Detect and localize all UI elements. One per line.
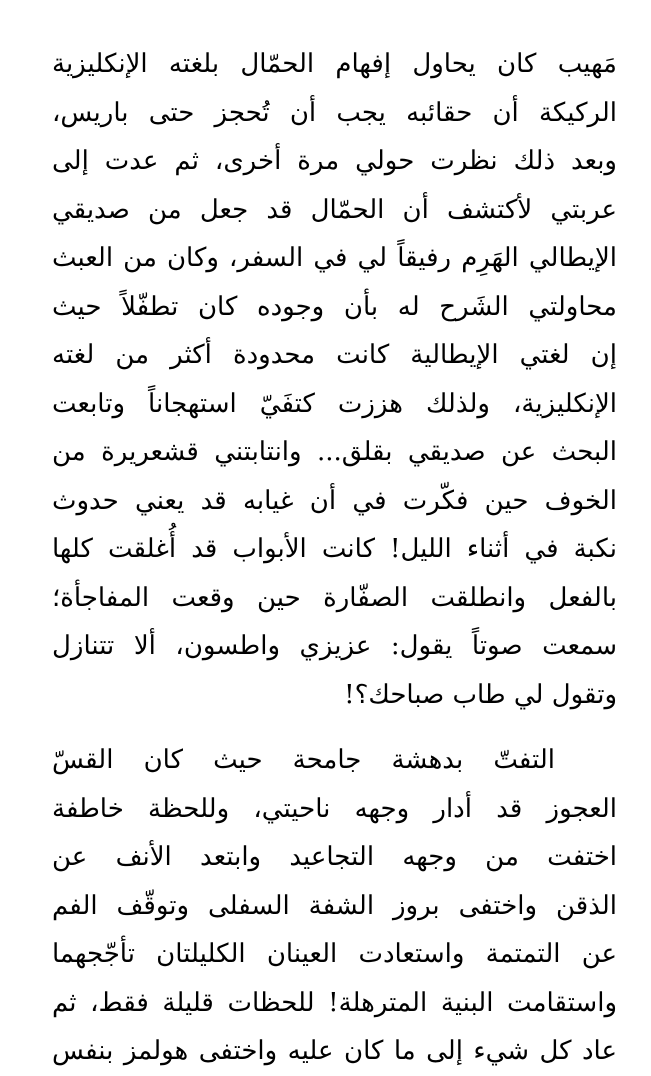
text-line: وبعد ذلك نظرت حولي مرة أخرى، ثم عدت إلى — [52, 146, 617, 176]
text-line: البحث عن صديقي بقلق... وانتابتني قشعريرة من — [52, 437, 617, 467]
text-line: الركيكة أن حقائبه يجب أن تُحجز حتى باريس، — [52, 97, 617, 128]
text-line: العجوز قد أدار وجهه ناحيتي، وللحظة خاطفة — [52, 793, 617, 824]
text-line: مَهيب كان يحاول إفهام الحمّال بلغته الإنكليزية — [52, 49, 617, 79]
text-line: عن التمتمة واستعادت العينان الكليلتان تأجّجهما — [52, 939, 617, 969]
paragraph-2 — [52, 736, 617, 1076]
text-line: عربتي لأكتشف أن الحمّال قد جعل من صديقي — [52, 194, 617, 225]
text-line: الإيطالي الهَرِم رفيقاً لي في السفر، وكان من العبث — [52, 243, 617, 273]
text-line: وتقول لي طاب صباحك؟! — [344, 679, 617, 710]
text-line: اختفت من وجهه التجاعيد وابتعد الأنف عن — [52, 842, 617, 872]
text-line: الذقن واختفى بروز الشفة السفلى وتوقّف الفم — [52, 890, 617, 921]
text-line: إن لغتي الإيطالية كانت محدودة أكثر من لغته — [52, 340, 617, 370]
text-line: بالفعل وانطلقت الصفّارة حين وقعت المفاجأة؛ — [52, 582, 617, 613]
text-line: سمعت صوتاً يقول: عزيزي واطسون، ألا تتنازل — [52, 631, 617, 661]
text-line: محاولتي الشَرح له بأن وجوده كان تطفّلاً حيث — [52, 291, 617, 322]
paragraph-1 — [52, 40, 617, 719]
text-line: واستقامت البنية المترهلة! للحظات قليلة فقط، ثم — [52, 987, 617, 1018]
text-line: الإنكليزية، ولذلك هززت كتفَيّ استهجاناً وتابعت — [52, 388, 617, 419]
text-line: نكبة في أثناء الليل! كانت الأبواب قد أُغلقت كلها — [52, 534, 617, 564]
book-page — [52, 40, 617, 1076]
text-line: عاد كل شيء إلى ما كان عليه واختفى هولمز بنفس — [52, 1036, 617, 1066]
text-line: الخوف حين فكّرت في أن غيابه قد يعني حدوث — [52, 485, 617, 516]
text-line: التفتّ بدهشة جامحة حيث كان القسّ — [52, 745, 555, 775]
paragraph-spacer — [52, 719, 617, 736]
